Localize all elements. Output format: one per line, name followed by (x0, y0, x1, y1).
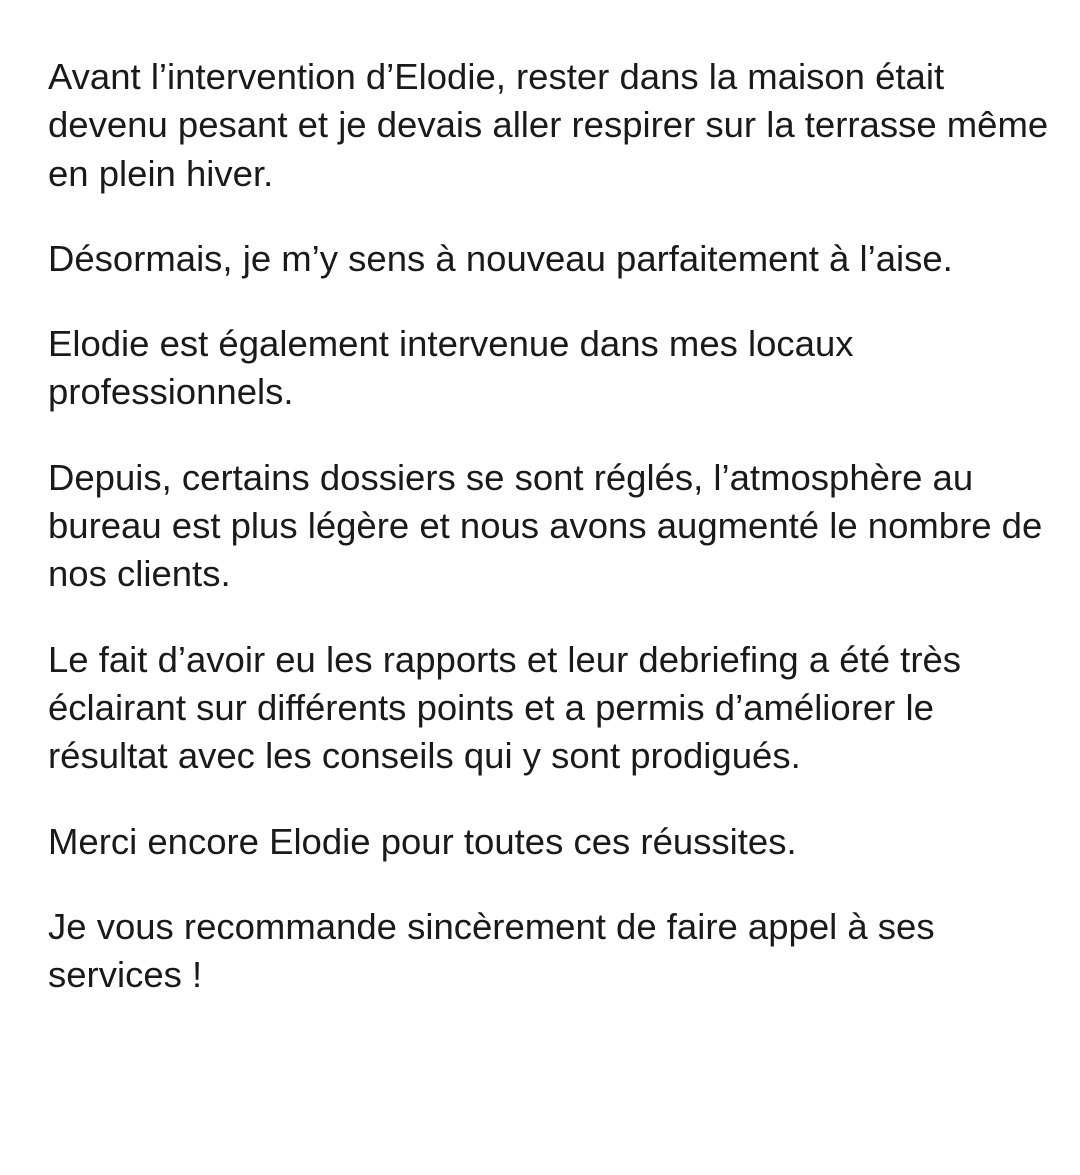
paragraph-2: Désormais, je m’y sens à nouveau parfaitement à l’aise. (48, 237, 953, 279)
paragraph-3: Elodie est également intervenue dans mes locaux professionnels. (48, 323, 854, 413)
paragraph-1: Avant l’intervention d’Elodie, rester dans la maison était devenu pesant et je devais aller respirer sur la terrasse même en plein hiver. (48, 56, 1049, 194)
testimonial-text (48, 53, 1058, 999)
paragraph-4: Depuis, certains dossiers se sont réglés, l’atmosphère au bureau est plus légère et nous avons augmenté le nombre de nos clients. (48, 456, 1043, 595)
paragraph-6: Merci encore Elodie pour toutes ces réussites. (48, 820, 797, 862)
paragraph-5: Le fait d’avoir eu les rapports et leur debriefing a été très éclairant sur différents points et a permis d’améliorer le résultat avec les conseils qui y sont prodigués. (48, 638, 962, 777)
paragraph-7: Je vous recommande sincèrement de faire appel à ses services ! (48, 905, 935, 996)
